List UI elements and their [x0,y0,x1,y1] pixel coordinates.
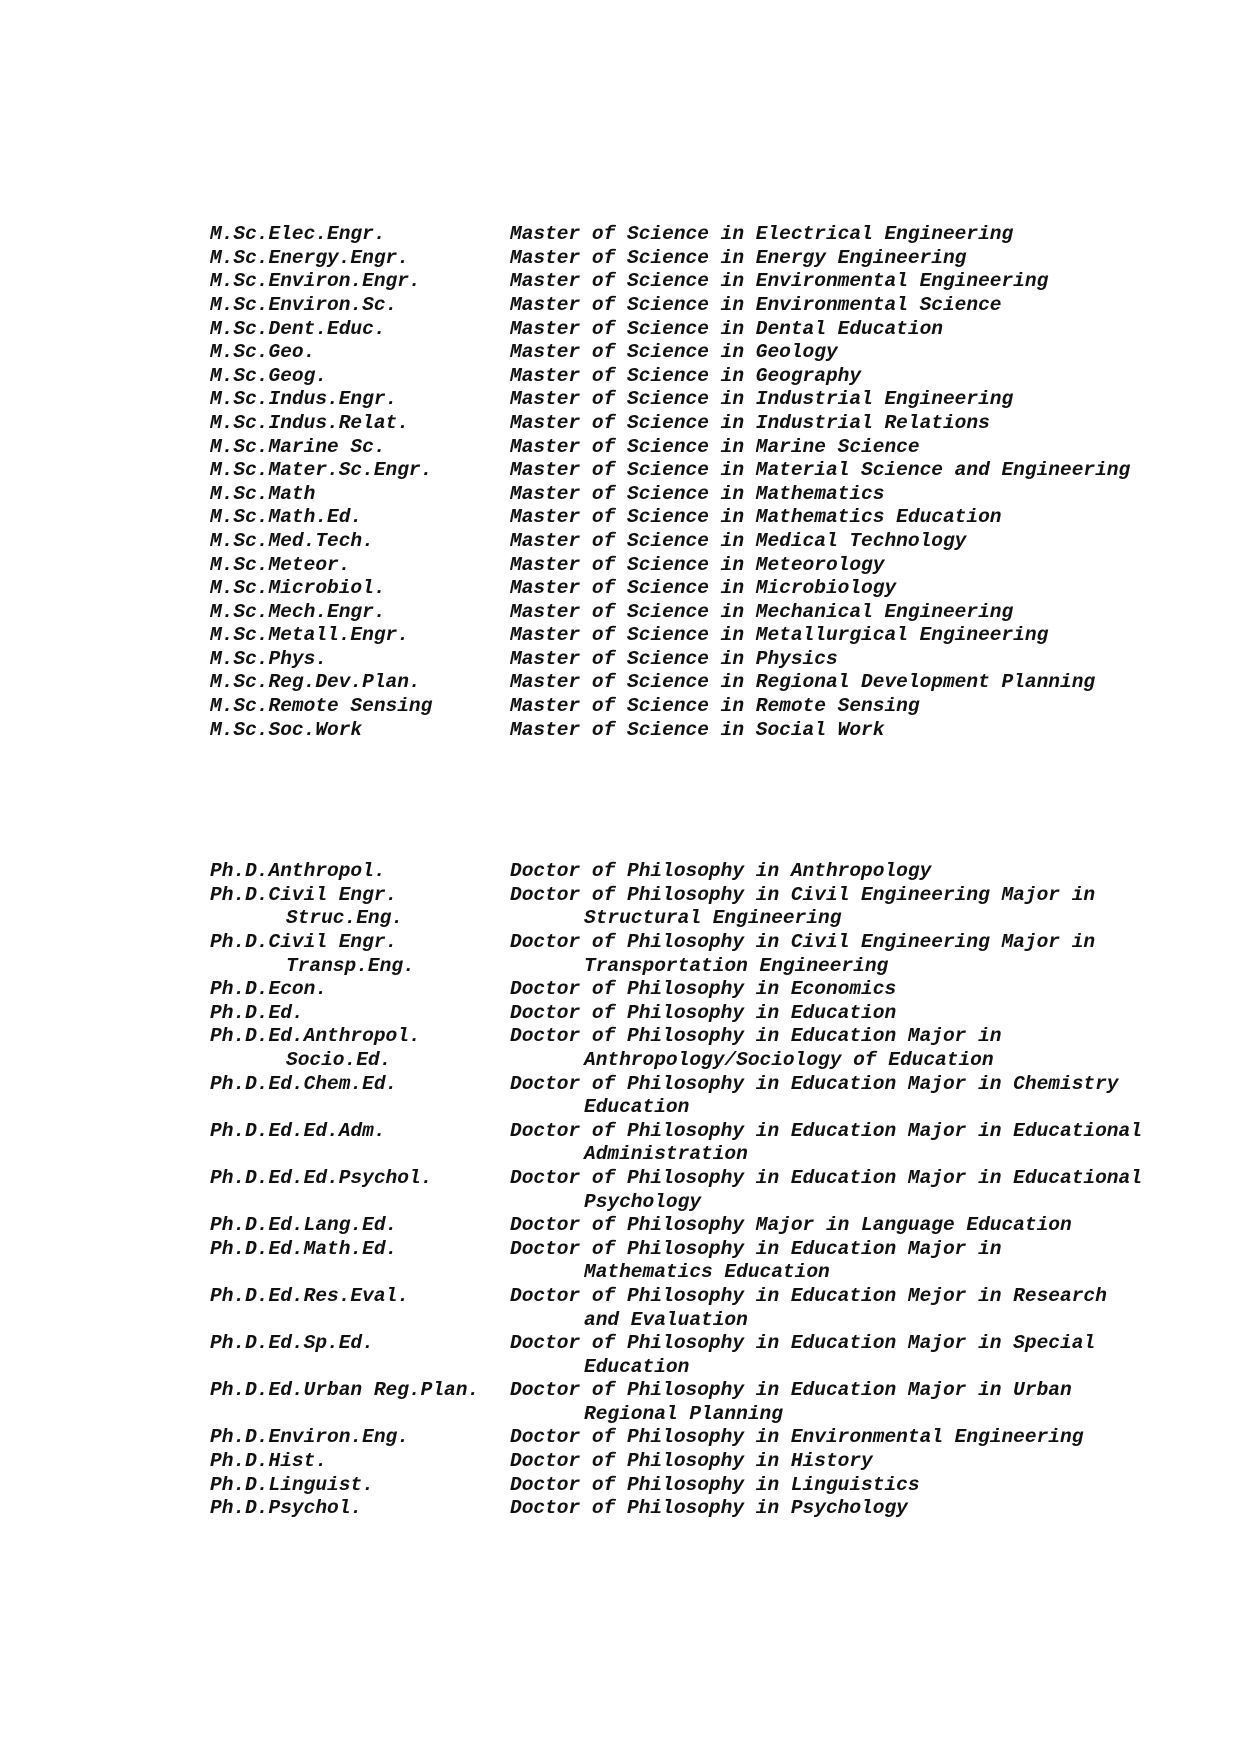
abbreviation-continuation: Socio.Ed. [286,1048,392,1071]
description-text: Master of Science in Industrial Relations [510,411,990,434]
abbreviation-continuation: Struc.Eng. [286,907,404,930]
abbreviation-text: Ph.D.Ed.Ed.Adm. [210,1119,386,1142]
degree-abbreviation [210,931,510,978]
degree-entry [210,223,1210,247]
abbreviation-text: M.Sc.Math.Ed. [210,506,363,529]
degree-entry [210,341,1210,365]
degree-entry [210,671,1210,695]
abbreviation-text: M.Sc.Environ.Sc. [210,293,398,316]
description-text: Doctor of Philosophy in Education Major in Educational [510,1166,1142,1189]
degree-description [510,577,1210,601]
abbreviation-text: Ph.D.Ed.Sp.Ed. [210,1332,374,1355]
degree-entry [210,884,1210,931]
abbreviation-text: M.Sc.Math [210,482,316,505]
section-gap [210,789,1210,813]
abbreviation-text: M.Sc.Indus.Relat. [210,411,409,434]
description-continuation: Psychology [584,1190,702,1213]
description-continuation: Anthropology/Sociology of Education [584,1048,994,1071]
abbreviation-continuation: Transp.Eng. [286,954,415,977]
description-text: Master of Science in Mathematics Education [510,506,1002,529]
description-text: Master of Science in Environmental Science [510,293,1002,316]
degree-description [510,978,1210,1002]
degree-description [510,506,1210,530]
degree-description [510,318,1210,342]
degree-entry [210,1002,1210,1026]
description-text: Doctor of Philosophy in Environmental Engineering [510,1426,1084,1449]
description-text: Master of Science in Medical Technology [510,529,967,552]
description-text: Doctor of Philosophy in Education Major in Educational [510,1119,1142,1142]
degree-abbreviation [210,860,510,884]
description-text: Master of Science in Geography [510,364,862,387]
degree-abbreviation [210,1450,510,1474]
degree-description [510,1450,1210,1474]
degree-description [510,695,1210,719]
masters-section [210,223,1210,742]
description-continuation: Administration [584,1143,748,1166]
degree-abbreviation [210,648,510,672]
description-text: Master of Science in Geology [510,341,838,364]
abbreviation-text: Ph.D.Hist. [210,1450,328,1473]
description-text: Master of Science in Mechanical Engineering [510,600,1014,623]
degree-entry [210,506,1210,530]
degree-entry [210,247,1210,271]
degree-entry [210,270,1210,294]
degree-abbreviation [210,1002,510,1026]
abbreviation-text: Ph.D.Anthropol. [210,860,386,883]
description-text: Master of Science in Physics [510,647,838,670]
abbreviation-text: Ph.D.Ed.Anthropol. [210,1025,421,1048]
degree-abbreviation-list [210,176,1210,1568]
abbreviation-text: Ph.D.Civil Engr. [210,931,398,953]
abbreviation-text: Ph.D.Ed.Chem.Ed. [210,1072,398,1095]
abbreviation-text: M.Sc.Med.Tech. [210,529,374,552]
description-text: Master of Science in Microbiology [510,577,897,600]
abbreviation-text: Ph.D.Psychol. [210,1497,363,1520]
abbreviation-text: M.Sc.Dent.Educ. [210,317,386,340]
degree-abbreviation [210,671,510,695]
degree-abbreviation [210,1120,510,1144]
degree-description [510,1332,1210,1379]
degree-abbreviation [210,341,510,365]
degree-abbreviation [210,601,510,625]
degree-description [510,624,1210,648]
degree-description [510,884,1210,931]
description-text: Doctor of Philosophy in Civil Engineering Major in [510,931,1096,953]
abbreviation-text: M.Sc.Environ.Engr. [210,270,421,293]
abbreviation-text: Ph.D.Econ. [210,978,328,1001]
description-text: Master of Science in Remote Sensing [510,695,920,718]
degree-abbreviation [210,577,510,601]
abbreviation-text: M.Sc.Indus.Engr. [210,388,398,411]
degree-description [510,294,1210,318]
degree-abbreviation [210,1379,510,1403]
degree-abbreviation [210,223,510,247]
degree-abbreviation [210,294,510,318]
degree-entry [210,1474,1210,1498]
degree-entry [210,483,1210,507]
description-text: Master of Science in Regional Development Planning [510,671,1096,694]
degree-abbreviation [210,247,510,271]
degree-description [510,388,1210,412]
degree-entry [210,719,1210,743]
degree-entry [210,318,1210,342]
abbreviation-text: Ph.D.Ed.Res.Eval. [210,1284,409,1307]
degree-entry [210,648,1210,672]
degree-entry [210,1120,1210,1167]
description-text: Master of Science in Industrial Engineering [510,388,1014,411]
degree-entry [210,412,1210,436]
degree-description [510,1474,1210,1498]
degree-description [510,1285,1210,1332]
abbreviation-text: M.Sc.Metall.Engr. [210,624,409,647]
description-continuation: Transportation Engineering [584,954,889,977]
abbreviation-text: M.Sc.Microbiol. [210,577,386,600]
degree-entry [210,1379,1210,1426]
degree-entry [210,1450,1210,1474]
degree-description [510,1167,1210,1214]
abbreviation-text: M.Sc.Geog. [210,364,328,387]
description-text: Doctor of Philosophy in Anthropology [510,860,932,883]
degree-abbreviation [210,695,510,719]
degree-abbreviation [210,978,510,1002]
abbreviation-text: Ph.D.Environ.Eng. [210,1426,409,1449]
description-text: Doctor of Philosophy in History [510,1450,873,1473]
abbreviation-text: M.Sc.Meteor. [210,553,351,576]
degree-entry [210,554,1210,578]
degree-description [510,648,1210,672]
degree-abbreviation [210,1332,510,1356]
degree-entry [210,931,1210,978]
degree-entry [210,978,1210,1002]
degree-description [510,1497,1210,1521]
degree-description [510,247,1210,271]
degree-description [510,459,1210,483]
description-text: Master of Science in Dental Education [510,317,943,340]
degree-description [510,860,1210,884]
doctorates-section [210,860,1210,1521]
description-text: Doctor of Philosophy in Psychology [510,1497,908,1520]
description-continuation: Education [584,1355,690,1378]
degree-entry [210,1238,1210,1285]
description-text: Master of Science in Social Work [510,718,885,741]
degree-abbreviation [210,365,510,389]
degree-abbreviation [210,884,510,931]
degree-description [510,1379,1210,1426]
degree-entry [210,1332,1210,1379]
degree-description [510,530,1210,554]
abbreviation-text: Ph.D.Ed.Lang.Ed. [210,1214,398,1237]
degree-description [510,483,1210,507]
description-text: Master of Science in Mathematics [510,482,885,505]
degree-description [510,365,1210,389]
degree-abbreviation [210,1474,510,1498]
degree-description [510,601,1210,625]
degree-description [510,1025,1210,1072]
degree-entry [210,294,1210,318]
degree-abbreviation [210,1497,510,1521]
degree-description [510,1120,1210,1167]
degree-entry [210,1426,1210,1450]
description-text: Master of Science in Material Science and Engineering [510,459,1131,482]
abbreviation-text: M.Sc.Elec.Engr. [210,223,386,246]
description-continuation: Mathematics Education [584,1261,830,1284]
degree-abbreviation [210,388,510,412]
degree-description [510,1214,1210,1238]
degree-abbreviation [210,624,510,648]
description-text: Doctor of Philosophy in Education Major in Special [510,1332,1096,1355]
degree-entry [210,1497,1210,1521]
degree-description [510,554,1210,578]
degree-description [510,341,1210,365]
degree-description [510,223,1210,247]
degree-abbreviation [210,1214,510,1238]
degree-entry [210,695,1210,719]
degree-abbreviation [210,1025,510,1072]
description-continuation: Regional Planning [584,1402,783,1425]
degree-abbreviation [210,554,510,578]
degree-abbreviation [210,318,510,342]
description-text: Master of Science in Electrical Engineering [510,223,1014,246]
abbreviation-text: Ph.D.Ed. [210,1001,304,1024]
degree-abbreviation [210,530,510,554]
abbreviation-text: M.Sc.Energy.Engr. [210,246,409,269]
degree-entry [210,1167,1210,1214]
description-continuation: and Evaluation [584,1308,748,1331]
degree-entry [210,1025,1210,1072]
description-text: Master of Science in Meteorology [510,553,885,576]
abbreviation-text: Ph.D.Ed.Urban Reg.Plan. [210,1379,480,1402]
degree-entry [210,860,1210,884]
degree-description [510,931,1210,978]
abbreviation-text: M.Sc.Mech.Engr. [210,600,386,623]
degree-abbreviation [210,506,510,530]
degree-entry [210,436,1210,460]
degree-entry [210,388,1210,412]
degree-abbreviation [210,459,510,483]
degree-description [510,1238,1210,1285]
description-continuation: Structural Engineering [584,907,842,930]
abbreviation-text: Ph.D.Ed.Math.Ed. [210,1237,398,1260]
abbreviation-text: M.Sc.Reg.Dev.Plan. [210,671,421,694]
abbreviation-text: M.Sc.Marine Sc. [210,435,386,458]
degree-abbreviation [210,1285,510,1309]
description-text: Doctor of Philosophy in Education Major in Urban [510,1379,1072,1402]
degree-description [510,719,1210,743]
degree-abbreviation [210,1238,510,1262]
degree-abbreviation [210,270,510,294]
degree-abbreviation [210,483,510,507]
description-text: Doctor of Philosophy Major in Language Education [510,1214,1072,1237]
degree-abbreviation [210,719,510,743]
description-text: Master of Science in Environmental Engineering [510,270,1049,293]
degree-entry [210,459,1210,483]
degree-description [510,412,1210,436]
description-text: Master of Science in Metallurgical Engineering [510,624,1049,647]
degree-abbreviation [210,412,510,436]
degree-description [510,1426,1210,1450]
description-text: Doctor of Philosophy in Linguistics [510,1473,920,1496]
abbreviation-text: M.Sc.Geo. [210,341,316,364]
description-text: Doctor of Philosophy in Civil Engineering Major in [510,883,1096,906]
abbreviation-text: Ph.D.Ed.Ed.Psychol. [210,1166,433,1189]
description-text: Doctor of Philosophy in Education Major in Chemistry [510,1072,1119,1095]
degree-entry [210,601,1210,625]
degree-abbreviation [210,1073,510,1097]
degree-description [510,270,1210,294]
degree-entry [210,1214,1210,1238]
description-text: Doctor of Philosophy in Education Major in [510,1025,1002,1048]
degree-entry [210,1073,1210,1120]
abbreviation-text: M.Sc.Phys. [210,647,328,670]
degree-description [510,436,1210,460]
description-text: Master of Science in Marine Science [510,435,920,458]
degree-abbreviation [210,1426,510,1450]
abbreviation-text: M.Sc.Mater.Sc.Engr. [210,459,433,482]
description-text: Doctor of Philosophy in Education Major in [510,1237,1002,1260]
degree-entry [210,365,1210,389]
degree-entry [210,577,1210,601]
degree-entry [210,530,1210,554]
degree-entry [210,624,1210,648]
description-text: Doctor of Philosophy in Economics [510,978,897,1001]
description-text: Doctor of Philosophy in Education Mejor in Research [510,1284,1107,1307]
abbreviation-text: M.Sc.Remote Sensing [210,695,433,718]
abbreviation-text: Ph.D.Linguist. [210,1473,374,1496]
description-text: Master of Science in Energy Engineering [510,246,967,269]
degree-abbreviation [210,1167,510,1191]
degree-entry [210,1285,1210,1332]
degree-description [510,1073,1210,1120]
degree-abbreviation [210,436,510,460]
degree-description [510,671,1210,695]
abbreviation-text: Ph.D.Civil Engr. [210,883,398,906]
description-text: Doctor of Philosophy in Education [510,1001,897,1024]
description-continuation: Education [584,1096,690,1119]
abbreviation-text: M.Sc.Soc.Work [210,718,363,741]
degree-description [510,1002,1210,1026]
